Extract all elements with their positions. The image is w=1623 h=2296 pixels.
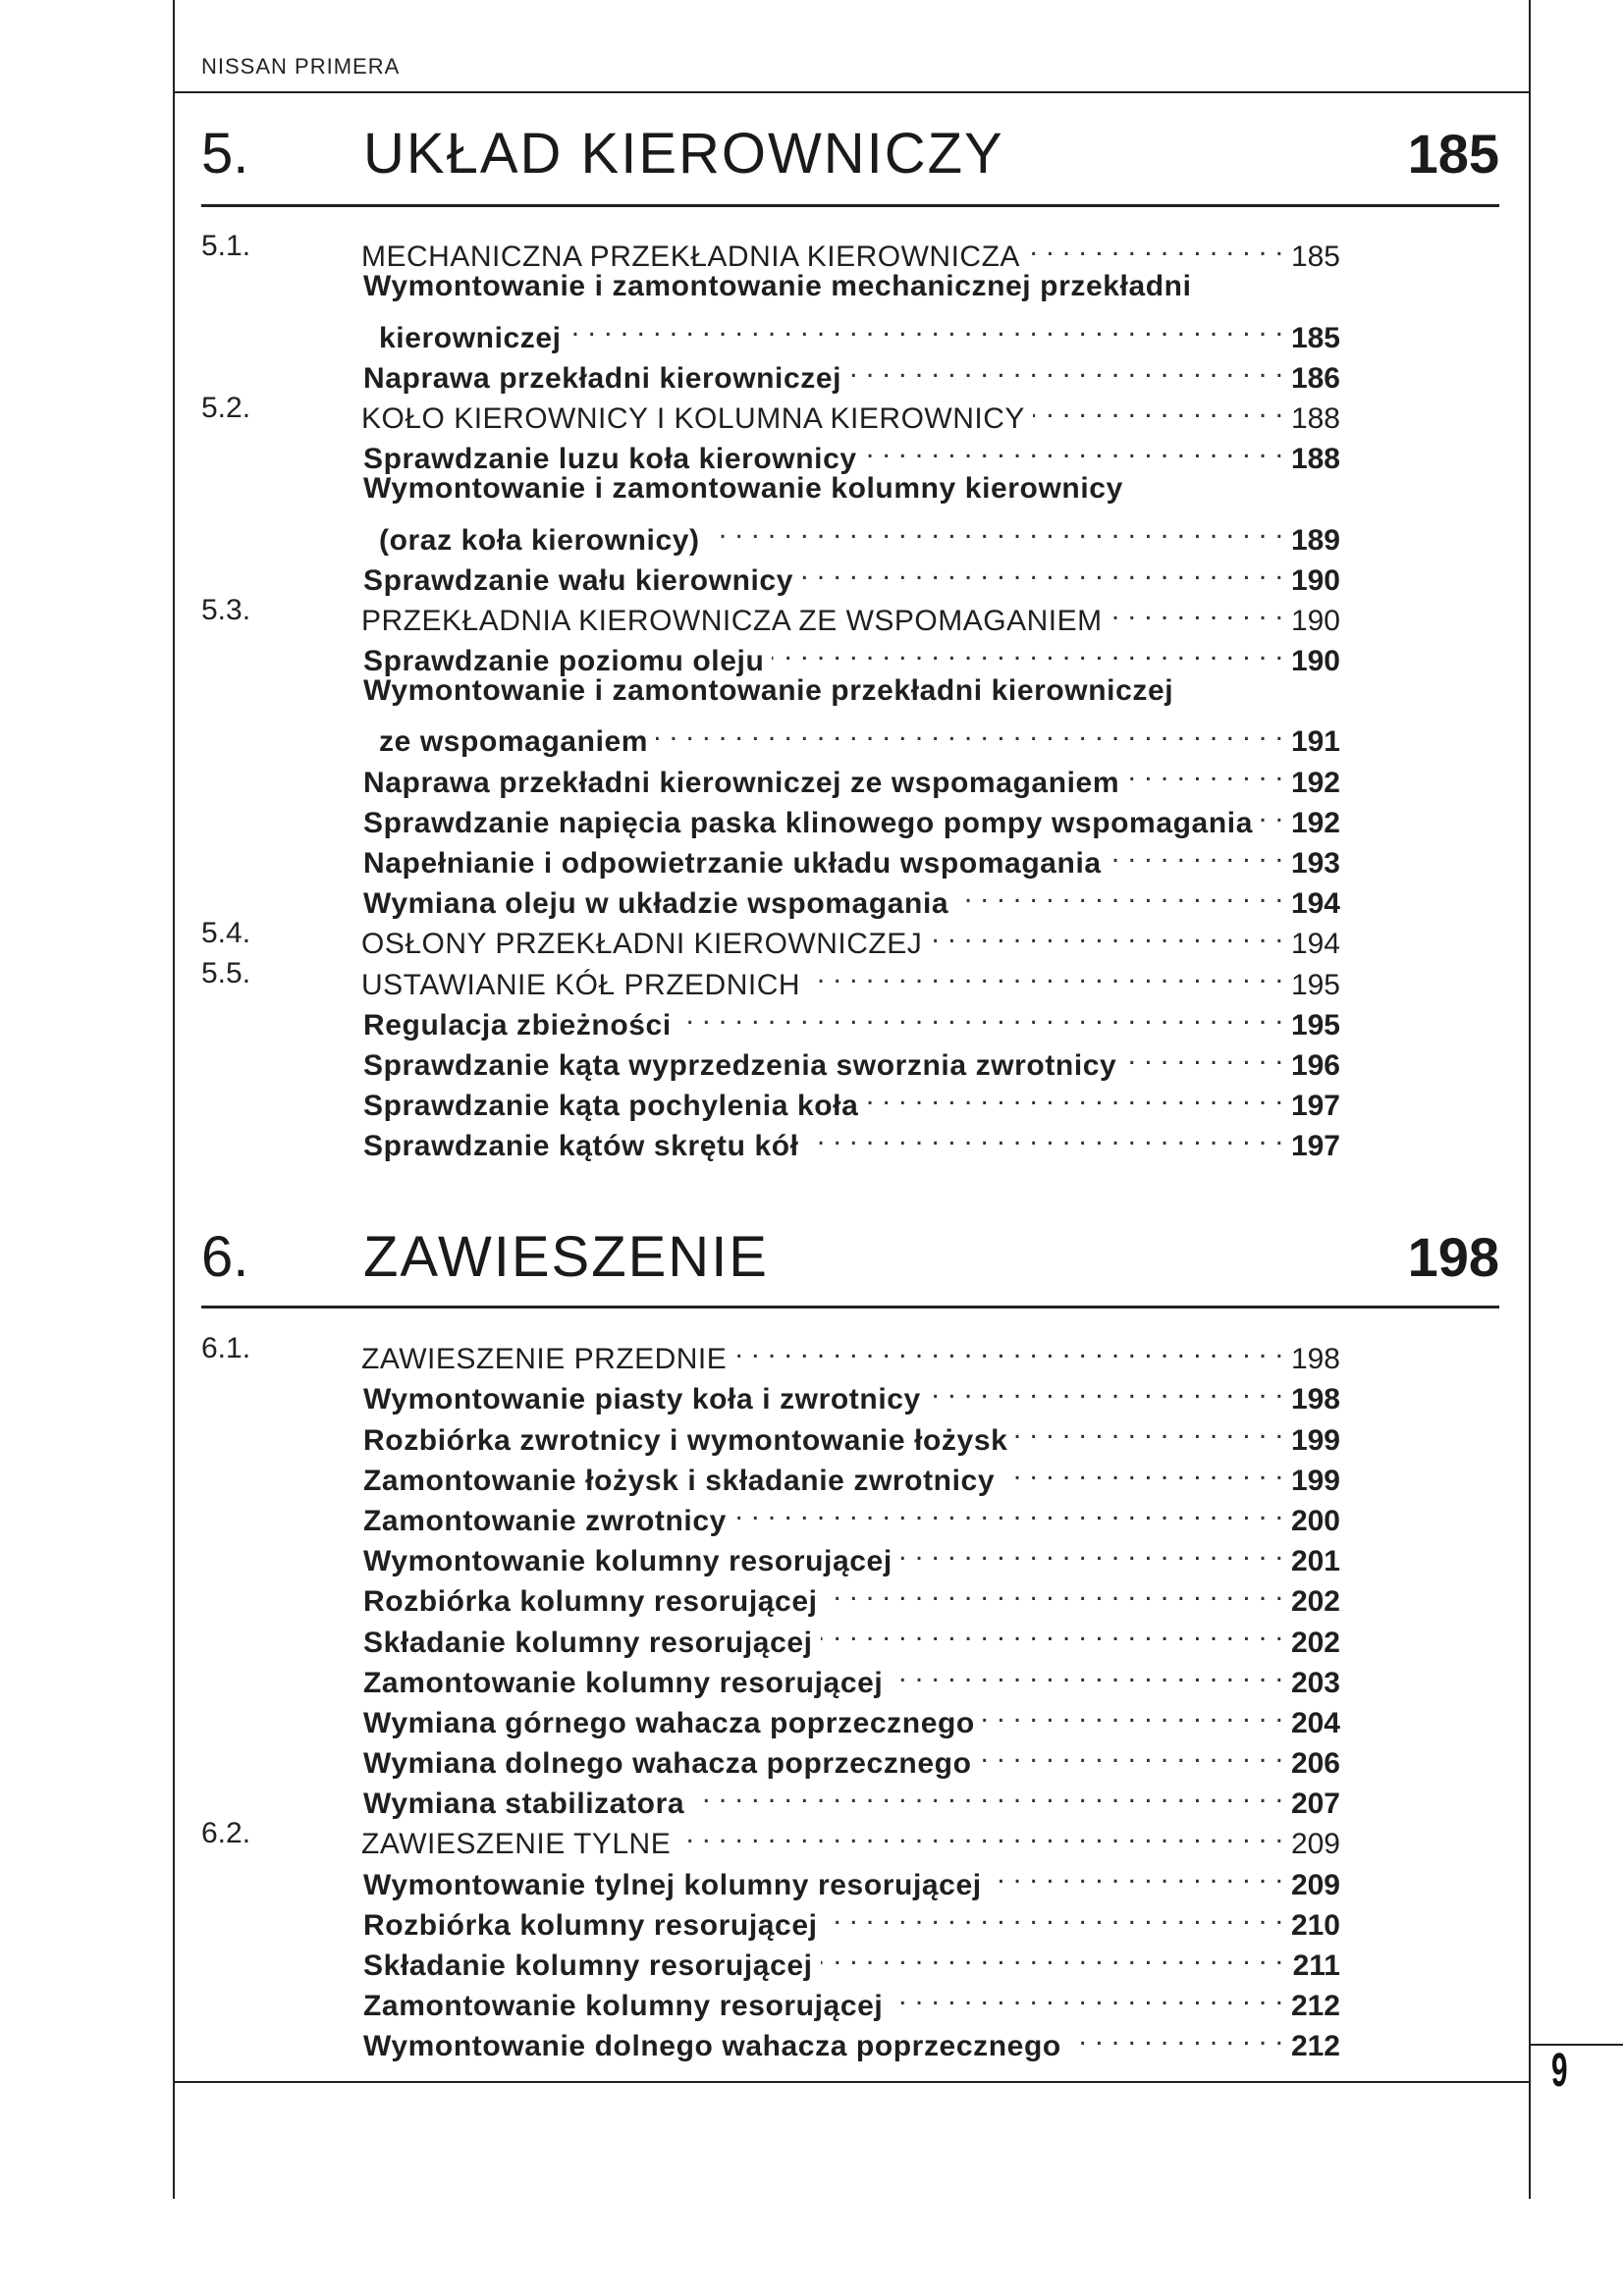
- toc-entry-number: 5.5.: [201, 957, 251, 990]
- toc-entry-label: Wymontowanie tylnej kolumny resorującej: [363, 1868, 982, 1901]
- toc-entry-label: Naprawa przekładni kierowniczej: [363, 361, 842, 395]
- toc-entry-page: 188: [1290, 401, 1340, 435]
- dot-leader: [808, 953, 1283, 993]
- toc-entry-page: 198: [1290, 1383, 1340, 1416]
- toc-entry-number: 5.1.: [201, 230, 251, 262]
- dot-leader: [826, 1895, 1283, 1935]
- toc-entry: [201, 1813, 1340, 1861]
- toc-entry-label: USTAWIANIE KÓŁ PRZEDNICH: [361, 968, 801, 1001]
- toc-entry-page: 203: [1290, 1666, 1340, 1699]
- toc-entry: [201, 2015, 1340, 2063]
- toc-entry-page: 202: [1290, 1585, 1340, 1619]
- dot-leader: [1069, 2015, 1283, 2056]
- chapter-title: ZAWIESZENIE: [363, 1224, 769, 1289]
- dot-leader: [1109, 832, 1283, 873]
- toc-entry: [201, 508, 1340, 557]
- dot-leader: [821, 1611, 1283, 1651]
- toc-entry-number: 5.4.: [201, 917, 251, 950]
- dot-leader: [1002, 1450, 1283, 1490]
- toc-entry: [201, 1035, 1340, 1082]
- toc-entry-number: 5.3.: [201, 593, 251, 626]
- toc-entry-label: Zamontowanie łożysk i składanie zwrotnicy: [363, 1464, 996, 1497]
- toc-entry: [201, 1652, 1340, 1699]
- toc-entry-page: 196: [1290, 1048, 1340, 1082]
- toc-entry: [201, 1368, 1340, 1416]
- toc-entry-label: Zamontowanie kolumny resorującej: [363, 1990, 884, 2023]
- toc-entry-page: 201: [1290, 1545, 1340, 1578]
- toc-entry: [201, 913, 1340, 961]
- toc-entry-page: 211: [1292, 1949, 1340, 1983]
- chapter-title: UKŁAD KIEROWNICZY: [363, 121, 1004, 186]
- running-header: NISSAN PRIMERA: [201, 54, 401, 79]
- toc-entry-label: Wymiana stabilizatora: [363, 1788, 685, 1821]
- chapter-page: 185: [1407, 122, 1499, 185]
- toc-entry-page: 192: [1290, 766, 1340, 799]
- dot-leader: [891, 1652, 1283, 1692]
- toc-entry-page: 209: [1290, 1828, 1340, 1861]
- dot-leader: [990, 1853, 1283, 1894]
- toc-entry: [201, 1692, 1340, 1739]
- toc-entry: [201, 1733, 1340, 1781]
- toc-entry-page: 192: [1290, 806, 1340, 839]
- dot-leader: [849, 347, 1283, 388]
- toc-entry-label: Sprawdzanie napięcia paska klinowego pompy wspomagania: [363, 806, 1253, 839]
- toc-entry: [201, 550, 1340, 597]
- toc-entry-label: Sprawdzanie luzu koła kierownicy: [363, 443, 857, 476]
- toc-entry-page: 188: [1290, 443, 1340, 476]
- dot-leader: [1261, 792, 1283, 832]
- toc-entry-label: ZAWIESZENIE PRZEDNIE: [361, 1343, 728, 1376]
- toc-entry-page: 212: [1290, 2030, 1340, 2063]
- dot-leader: [692, 1773, 1283, 1813]
- toc-entry-page: 194: [1290, 887, 1340, 921]
- toc-entry-label: Zamontowanie kolumny resorującej: [363, 1666, 884, 1699]
- toc-entry: [201, 1490, 1340, 1537]
- toc-entry-label: Napełnianie i odpowietrzanie układu wspomagania: [363, 847, 1102, 881]
- toc-entry-page: 190: [1290, 645, 1340, 678]
- toc-entry-label: Naprawa przekładni kierowniczej ze wspomaganiem: [363, 766, 1120, 799]
- dot-leader: [980, 1733, 1283, 1773]
- dot-leader: [679, 994, 1283, 1035]
- dot-leader: [930, 913, 1283, 953]
- toc-entry: [201, 1450, 1340, 1497]
- toc-entry-page: 209: [1290, 1868, 1340, 1901]
- toc-entry-label: Wymontowanie kolumny resorującej: [363, 1545, 893, 1578]
- toc-entry: [201, 226, 1340, 274]
- toc-entry: [201, 1328, 1340, 1376]
- toc-entry-label: Zamontowanie zwrotnicy: [363, 1504, 727, 1537]
- toc-entry-label: Składanie kolumny resorującej: [363, 1949, 813, 1983]
- toc-entry-page: 194: [1290, 928, 1340, 961]
- toc-entry-label: Sprawdzanie kątów skrętu kół: [363, 1130, 799, 1163]
- chapter-number: 6.: [201, 1224, 249, 1289]
- toc-entry-page: 195: [1290, 1008, 1340, 1041]
- toc-entry: [201, 1935, 1340, 1983]
- dot-leader: [891, 1975, 1283, 2015]
- toc-entry-label: (oraz koła kierownicy): [379, 523, 700, 557]
- toc-entry-label: Wymontowanie piasty koła i zwrotnicy: [363, 1383, 921, 1416]
- toc-entry: [201, 1530, 1340, 1578]
- toc-entry: [201, 1975, 1340, 2023]
- dot-leader: [900, 1530, 1283, 1571]
- dot-leader: [826, 1571, 1283, 1611]
- toc-entry-page: 199: [1290, 1423, 1340, 1457]
- toc-entry: [201, 832, 1340, 881]
- dot-leader: [821, 1935, 1283, 1975]
- toc-entry-page: 204: [1290, 1706, 1340, 1739]
- toc-entry-label: Regulacja zbieżności: [363, 1008, 672, 1041]
- chapter-number: 5.: [201, 121, 249, 186]
- toc-entry: [201, 953, 1340, 1001]
- toc-entry-page: 195: [1290, 968, 1340, 1001]
- dot-leader: [866, 1075, 1283, 1115]
- toc-entry: [201, 630, 1340, 678]
- toc-entry-label: Rozbiórka kolumny resorującej: [363, 1908, 818, 1942]
- toc-entry-number: 5.2.: [201, 391, 251, 424]
- toc-entry-label: PRZEKŁADNIA KIEROWNICZA ZE WSPOMAGANIEM: [361, 604, 1103, 637]
- toc-entry-page: 189: [1290, 523, 1340, 557]
- toc-entry: [201, 1115, 1340, 1163]
- dot-leader: [1028, 226, 1283, 266]
- toc-entry-page: 193: [1290, 847, 1340, 881]
- chapter-6-entries: [201, 1328, 1340, 2063]
- toc-entry: [201, 1075, 1340, 1123]
- toc-entry-label: Rozbiórka kolumny resorującej: [363, 1585, 818, 1619]
- toc-entry-page: 198: [1290, 1343, 1340, 1376]
- toc-entry-label: Wymiana dolnego wahacza poprzecznego: [363, 1747, 972, 1781]
- toc-entry-label: Wymiana oleju w układzie wspomagania: [363, 887, 949, 921]
- toc-entry: [201, 994, 1340, 1041]
- toc-entry: [201, 1409, 1340, 1457]
- chapter-heading: [201, 1217, 1499, 1296]
- dot-leader: [956, 873, 1283, 913]
- toc-entry-page: 197: [1290, 1130, 1340, 1163]
- toc-entry: [201, 1571, 1340, 1619]
- chapter-heading: [201, 114, 1499, 192]
- toc-entry: [201, 711, 1340, 759]
- toc-entry: [201, 751, 1340, 799]
- dot-leader: [1127, 751, 1283, 791]
- toc-entry-label: MECHANICZNA PRZEKŁADNIA KIEROWNICZA: [361, 240, 1020, 274]
- chapter-5-entries: [201, 226, 1340, 1163]
- dot-leader: [656, 711, 1283, 751]
- toc-entry: [201, 1895, 1340, 1942]
- toc-entry-label: Sprawdzanie kąta wyprzedzenia sworznia zwrotnicy: [363, 1048, 1117, 1082]
- toc-entry-page: 206: [1290, 1747, 1340, 1781]
- toc-entry-page: 191: [1290, 725, 1340, 759]
- dot-leader: [734, 1328, 1283, 1368]
- dot-leader: [1015, 1409, 1283, 1449]
- dot-leader: [772, 630, 1283, 670]
- toc-entry-page: 190: [1290, 563, 1340, 597]
- toc-entry-label: Składanie kolumny resorującej: [363, 1626, 813, 1659]
- dot-leader: [569, 306, 1283, 347]
- chapter-5-rule: [201, 204, 1499, 207]
- dot-leader: [734, 1490, 1283, 1530]
- toc-entry-page: 185: [1290, 240, 1340, 274]
- toc-entry-page: 202: [1290, 1626, 1340, 1659]
- toc-entry: [201, 670, 1340, 711]
- toc-entry: [201, 1853, 1340, 1901]
- toc-entry-page: 199: [1290, 1464, 1340, 1497]
- toc-entry: [201, 388, 1340, 435]
- toc-entry-page: 210: [1290, 1908, 1340, 1942]
- frame-right-line: [1529, 0, 1531, 2199]
- dot-leader: [865, 428, 1283, 468]
- page-number: 9: [1551, 2045, 1568, 2097]
- toc-entry: [201, 792, 1340, 839]
- toc-entry-label: Sprawdzanie poziomu oleju: [363, 645, 765, 678]
- toc-entry: [201, 266, 1340, 306]
- dot-leader: [678, 1813, 1283, 1853]
- dot-leader: [1110, 590, 1283, 630]
- toc-entry: [201, 1773, 1340, 1821]
- toc-entry-label: OSŁONY PRZEKŁADNI KIEROWNICZEJ: [361, 928, 923, 961]
- dot-leader: [801, 550, 1283, 590]
- toc-entry: [201, 306, 1340, 354]
- toc-entry-page: 212: [1290, 1990, 1340, 2023]
- toc-entry: [201, 347, 1340, 395]
- toc-entry-label: Wymontowanie dolnego wahacza poprzecznego: [363, 2030, 1061, 2063]
- toc-entry-page: 207: [1290, 1788, 1340, 1821]
- dot-leader: [1124, 1035, 1283, 1075]
- toc-entry: [201, 428, 1340, 476]
- dot-leader: [807, 1115, 1283, 1155]
- toc-entry-label: Wymiana górnego wahacza poprzecznego: [363, 1706, 975, 1739]
- toc-entry-number: 6.1.: [201, 1332, 251, 1364]
- toc-entry-page: 186: [1290, 361, 1340, 395]
- toc-entry-label: Sprawdzanie kąta pochylenia koła: [363, 1090, 859, 1123]
- dot-leader: [929, 1368, 1283, 1409]
- footer-rule: [173, 2081, 1529, 2083]
- toc-entry: [201, 590, 1340, 637]
- toc-entry: [201, 468, 1340, 508]
- toc-entry-label: ze wspomaganiem: [379, 725, 649, 759]
- chapter-page: 198: [1407, 1225, 1499, 1288]
- toc-entry: [201, 873, 1340, 921]
- toc-entry-label: Wymontowanie i zamontowanie przekładni kierowniczej: [363, 674, 1174, 708]
- toc-entry-label: Sprawdzanie wału kierownicy: [363, 563, 794, 597]
- dot-leader: [983, 1692, 1283, 1733]
- toc-entry-label: kierowniczej: [379, 321, 562, 354]
- frame-left-line: [173, 0, 175, 2199]
- page-tab-line: [1529, 2044, 1623, 2046]
- dot-leader: [1033, 388, 1283, 428]
- toc-entry-label: KOŁO KIEROWNICY I KOLUMNA KIEROWNICY: [361, 401, 1025, 435]
- chapter-6-rule: [201, 1306, 1499, 1308]
- toc-entry-page: 185: [1290, 321, 1340, 354]
- toc-entry-page: 197: [1290, 1090, 1340, 1123]
- toc-entry-page: 200: [1290, 1504, 1340, 1537]
- header-rule: [173, 91, 1529, 93]
- toc-entry-label: Wymontowanie i zamontowanie mechanicznej przekładni: [363, 270, 1192, 303]
- dot-leader: [708, 508, 1283, 549]
- toc-entry-page: 190: [1290, 604, 1340, 637]
- toc-entry-label: ZAWIESZENIE TYLNE: [361, 1828, 672, 1861]
- toc-entry-number: 6.2.: [201, 1817, 251, 1850]
- toc-entry-label: Rozbiórka zwrotnicy i wymontowanie łożysk: [363, 1423, 1008, 1457]
- toc-entry-label: Wymontowanie i zamontowanie kolumny kierownicy: [363, 472, 1123, 506]
- toc-entry: [201, 1611, 1340, 1659]
